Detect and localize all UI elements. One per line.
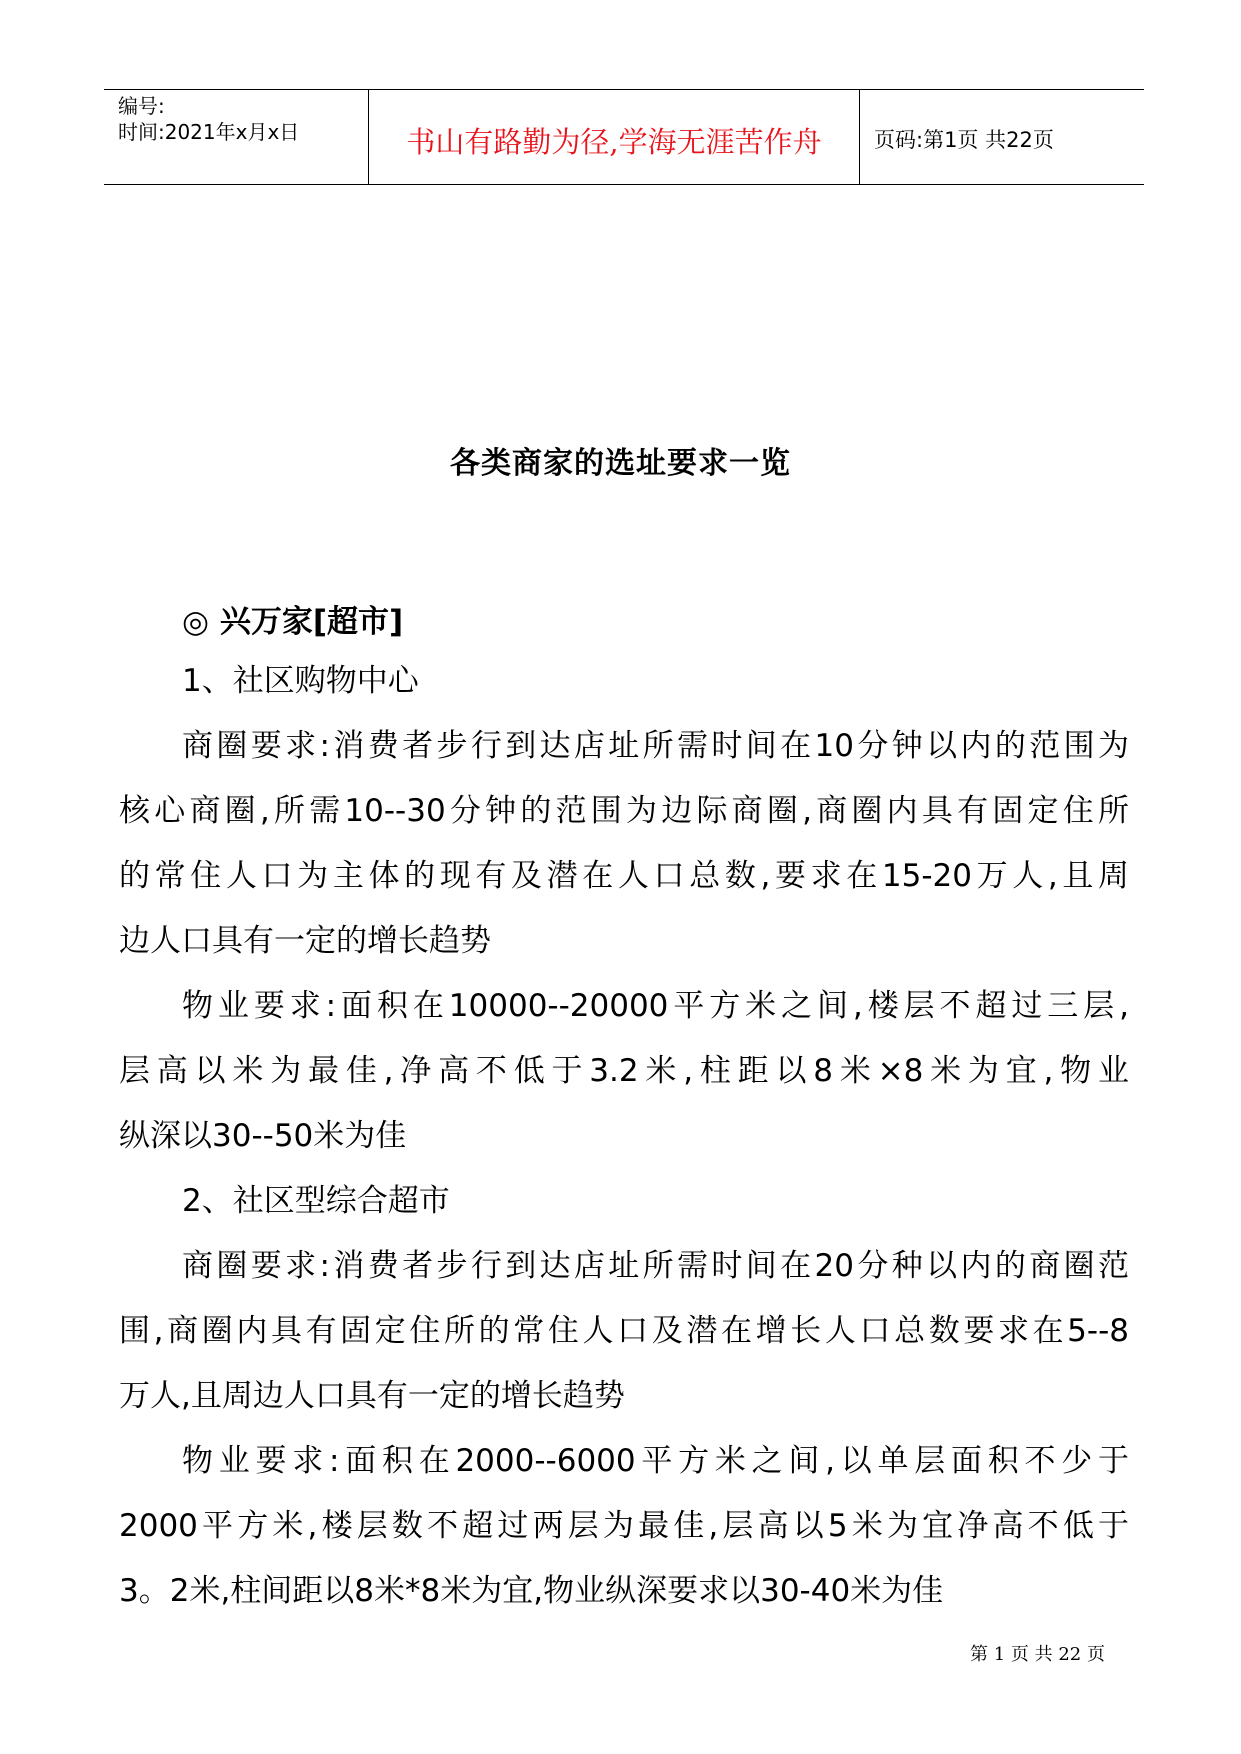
document-title: 各类商家的选址要求一览: [450, 446, 791, 481]
header-page-cell: [860, 90, 1144, 184]
paragraph-line: 物业要求:面积在10000--20000平方米之间,楼层不超过三层,: [182, 988, 1129, 1024]
header-motto: 书山有路勤为径,学海无涯苦作舟: [406, 125, 822, 159]
paragraph-line: 围,商圈内具有固定住所的常住人口及潜在增长人口总数要求在5--8: [119, 1313, 1129, 1349]
paragraph-line: 商圈要求:消费者步行到达店址所需时间在20分种以内的商圈范: [182, 1248, 1129, 1284]
header-motto-cell: [369, 90, 860, 184]
paragraph-line: 核心商圈,所需10--30分钟的范围为边际商圈,商圈内具有固定住所: [119, 793, 1129, 829]
document-time-label: 时间:2021年x月x日: [118, 120, 300, 144]
header-meta-cell: [104, 90, 369, 184]
section-heading: ◎ 兴万家[超市]: [182, 604, 404, 640]
paragraph-line: 边人口具有一定的增长趋势: [119, 923, 491, 959]
paragraph-line: 层高以米为最佳,净高不低于3.2米,柱距以8米×8米为宜,物业: [119, 1053, 1129, 1089]
paragraph-line: 物业要求:面积在2000--6000平方米之间,以单层面积不少于: [182, 1443, 1129, 1479]
paragraph-line: 商圈要求:消费者步行到达店址所需时间在10分钟以内的范围为: [182, 728, 1129, 764]
document-number-label: 编号:: [118, 94, 165, 118]
subsection-heading: 2、社区型综合超市: [182, 1183, 450, 1219]
paragraph-line: 纵深以30--50米为佳: [119, 1118, 407, 1154]
page-footer: 第 1 页 共 22 页: [970, 1644, 1105, 1665]
paragraph-line: 的常住人口为主体的现有及潜在人口总数,要求在15-20万人,且周: [119, 858, 1129, 894]
header-page-code: 页码:第1页 共22页: [874, 128, 1054, 152]
paragraph-line: 2000平方米,楼层数不超过两层为最佳,层高以5米为宜净高不低于: [119, 1508, 1129, 1544]
paragraph-line: 万人,且周边人口具有一定的增长趋势: [119, 1378, 625, 1414]
paragraph-line: 3。2米,柱间距以8米*8米为宜,物业纵深要求以30-40米为佳: [119, 1573, 944, 1609]
subsection-heading: 1、社区购物中心: [182, 663, 419, 699]
document-header: [104, 89, 1144, 185]
